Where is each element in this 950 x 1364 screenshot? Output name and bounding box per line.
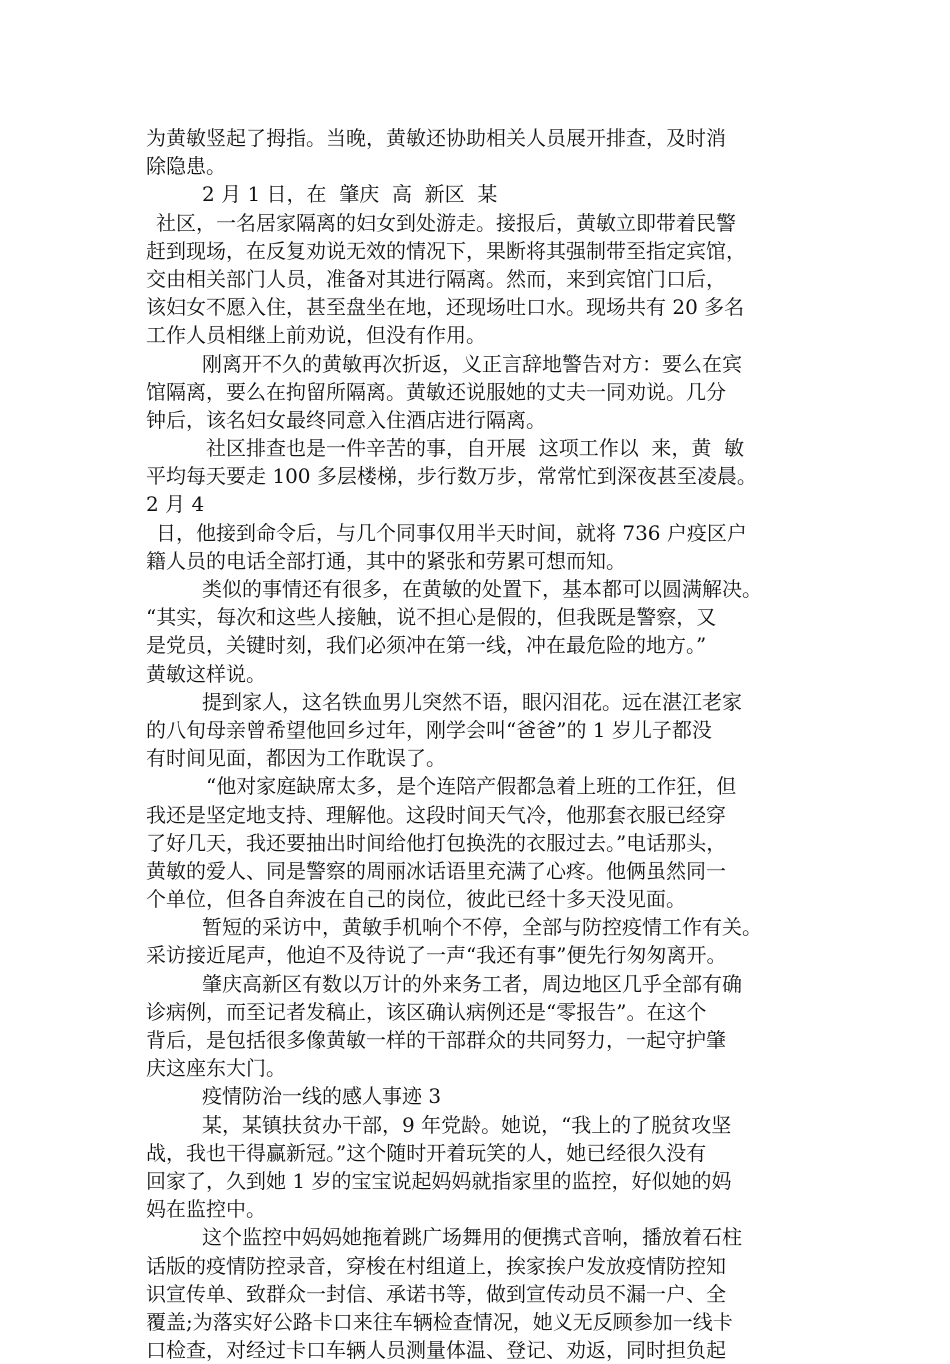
text-line: 黄敏的爱人、同是警察的周丽冰话语里充满了心疼。他俩虽然同一 xyxy=(146,858,726,883)
text-line: 有时间见面，都因为工作耽误了。 xyxy=(146,746,446,771)
text-line: 庆这座东大门。 xyxy=(146,1056,286,1081)
text-line: 这个监控中妈妈她拖着跳广场舞用的便携式音响，播放着石柱 xyxy=(202,1225,742,1250)
text-line: 识宣传单、致群众一封信、承诺书等，做到宣传动员不漏一户、全 xyxy=(146,1281,726,1306)
text-line: 个单位，但各自奔波在自己的岗位，彼此已经十多天没见面。 xyxy=(146,887,686,912)
text-line: 刚离开不久的黄敏再次折返，义正言辞地警告对方：要么在宾 xyxy=(202,351,742,376)
text-line: 黄敏这样说。 xyxy=(146,661,266,686)
text-line: 背后，是包括很多像黄敏一样的干部群众的共同努力，一起守护肇 xyxy=(146,1028,726,1052)
text-line: 钟后，该名妇女最终同意入住酒店进行隔离。 xyxy=(146,407,546,432)
section-heading: 疫情防治一线的感人事迹 3 xyxy=(202,1084,442,1109)
text-line: 为黄敏竖起了拇指。当晚，黄敏还协助相关人员展开排查，及时消 xyxy=(146,126,726,150)
text-line: 战，我也干得赢新冠。”这个随时开着玩笑的人，她已经很久没有 xyxy=(146,1140,707,1165)
text-line: 妈在监控中。 xyxy=(146,1197,266,1222)
text-line: 肇庆高新区有数以万计的外来务工者，周边地区几乎全部有确 xyxy=(202,971,742,996)
text-line: 社区，一名居家隔离的妇女到处游走。接报后，黄敏立即带着民警 xyxy=(156,210,736,235)
text-line: 除隐患。 xyxy=(146,154,226,179)
text-line: 暂短的采访中，黄敏手机响个不停，全部与防控疫情工作有关。 xyxy=(202,915,762,940)
text-line: “他对家庭缺席太多，是个连陪产假都急着上班的工作狂，但 xyxy=(206,774,737,799)
text-line: 提到家人，这名铁血男儿突然不语，眼闪泪花。远在湛江老家 xyxy=(202,689,742,714)
text-line: 馆隔离，要么在拘留所隔离。黄敏还说服她的丈夫一同劝说。几分 xyxy=(146,379,726,404)
text-line: 社区排查也是一件辛苦的事，自开展 这项工作以 来，黄 敏 xyxy=(206,436,745,461)
text-line: 籍人员的电话全部打通，其中的紧张和劳累可想而知。 xyxy=(146,548,626,573)
text-line: 工作人员相继上前劝说，但没有作用。 xyxy=(146,323,486,348)
text-line: 是党员，关键时刻，我们必须冲在第一线，冲在最危险的地方。” xyxy=(146,633,707,658)
text-line: 2 月 1 日，在 肇庆 高 新区 某 xyxy=(202,182,498,207)
document-page xyxy=(146,124,826,1364)
text-line: 了好几天，我还要抽出时间给他打包换洗的衣服过去。”电话那头， xyxy=(146,830,727,855)
text-line: 交由相关部门人员，准备对其进行隔离。然而，来到宾馆门口后， xyxy=(146,266,726,291)
text-line: 诊病例，而至记者发稿止，该区确认病例还是“零报告”。在这个 xyxy=(146,999,707,1024)
text-line: 平均每天要走 100 多层楼梯，步行数万步，常常忙到深夜甚至凌晨。 xyxy=(146,464,757,489)
text-line: 日，他接到命令后，与几个同事仅用半天时间，就将 736 户疫区户 xyxy=(156,520,747,545)
text-line: 该妇女不愿入住，甚至盘坐在地，还现场吐口水。现场共有 20 多名 xyxy=(146,295,745,320)
text-line: 类似的事情还有很多，在黄敏的处置下，基本都可以圆满解决。 xyxy=(202,577,762,601)
text-line: 的八旬母亲曾希望他回乡过年，刚学会叫“爸爸”的 1 岁儿子都没 xyxy=(146,717,712,742)
text-line: 口检查，对经过卡口车辆人员测量体温、登记、劝返，同时担负起 xyxy=(146,1338,726,1363)
text-line: “其实，每次和这些人接触，说不担心是假的，但我既是警察，又 xyxy=(146,605,717,630)
text-line: 回家了，久到她 1 岁的宝宝说起妈妈就指家里的监控，好似她的妈 xyxy=(146,1168,732,1193)
text-line: 赶到现场，在反复劝说无效的情况下，果断将其强制带至指定宾馆， xyxy=(146,238,746,263)
text-line: 2 月 4 xyxy=(146,492,205,517)
text-line: 话版的疫情防控录音，穿梭在村组道上，挨家挨户发放疫情防控知 xyxy=(146,1253,726,1278)
text-line: 我还是坚定地支持、理解他。这段时间天气冷，他那套衣服已经穿 xyxy=(146,802,726,827)
text-line: 采访接近尾声，他迫不及待说了一声“我还有事”便先行匆匆离开。 xyxy=(146,943,727,968)
text-line: 覆盖;为落实好公路卡口来往车辆检查情况，她义无反顾参加一线卡 xyxy=(146,1309,733,1334)
text-line: 某，某镇扶贫办干部，9 年党龄。她说，“我上的了脱贫攻坚 xyxy=(202,1112,732,1137)
